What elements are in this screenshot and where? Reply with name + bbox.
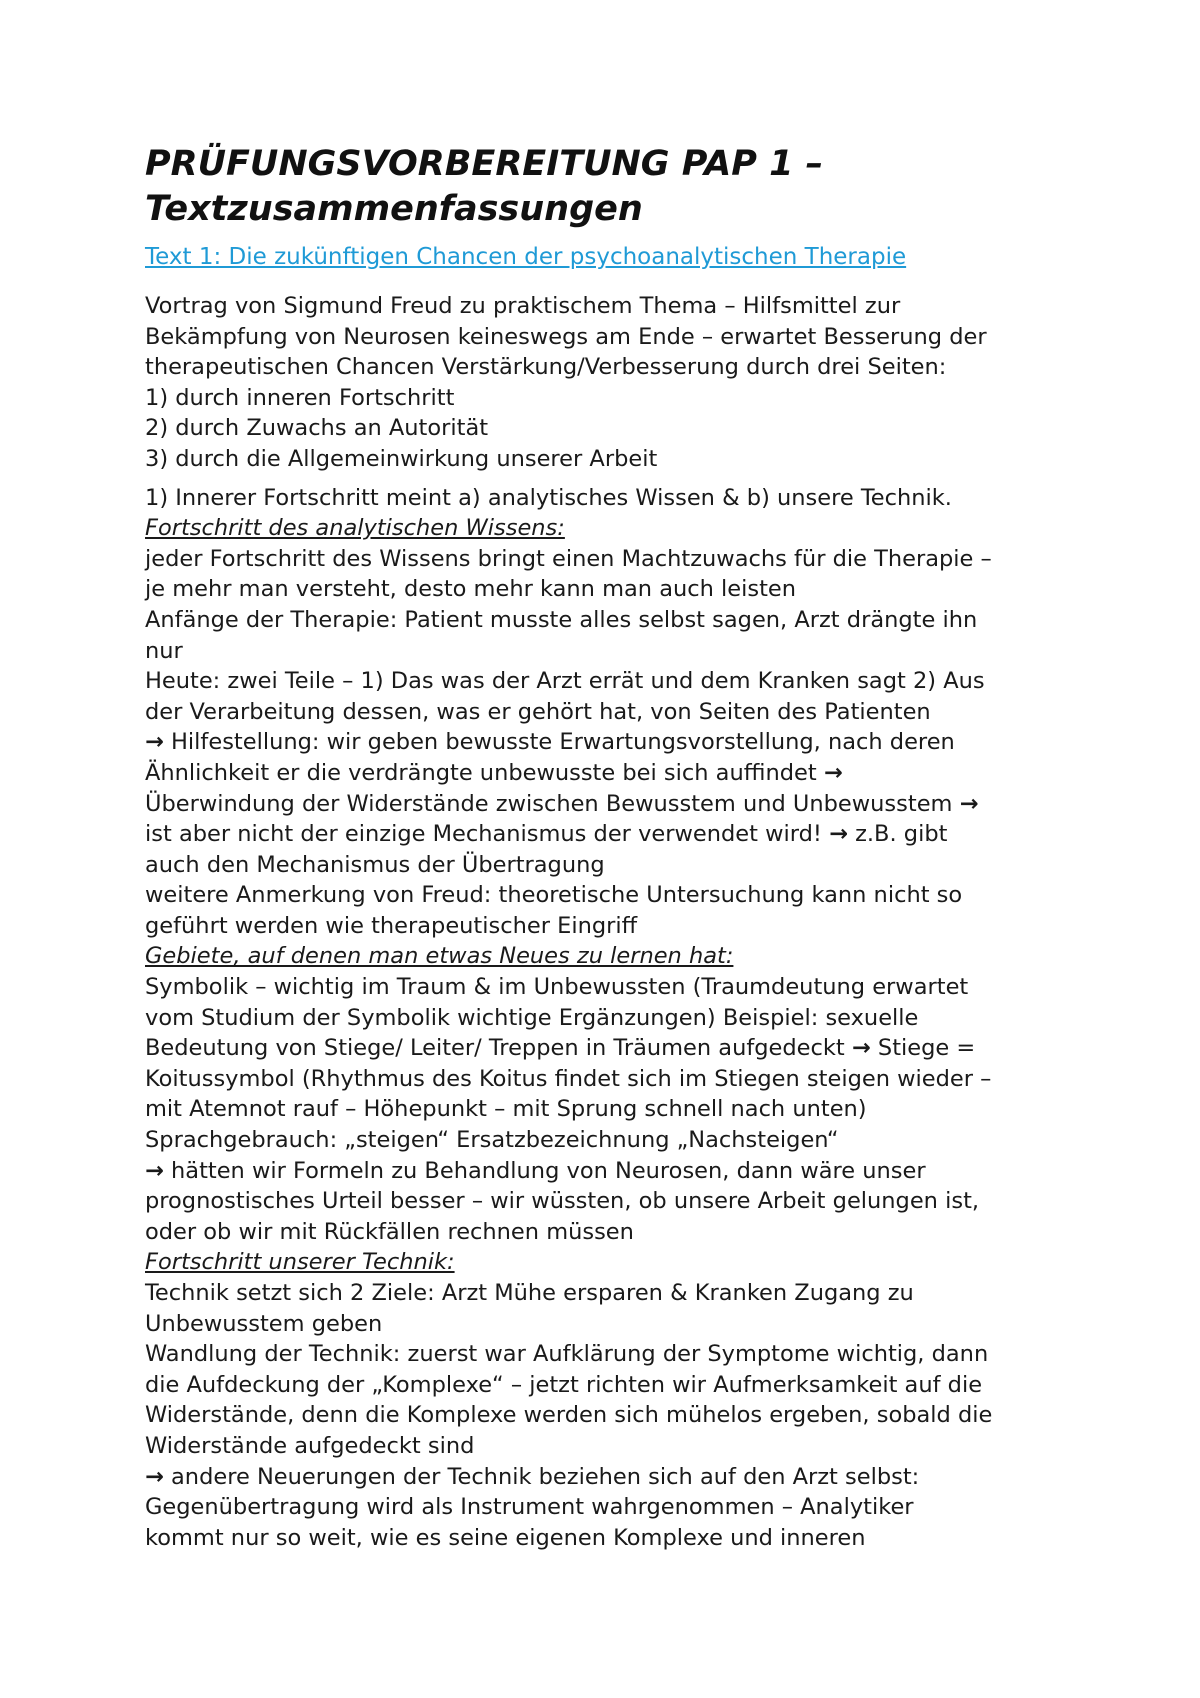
text-line: vom Studium der Symbolik wichtige Ergänzungen) Beispiel: sexuelle [145,1004,919,1031]
list-item: 3) durch die Allgemeinwirkung unserer Arbeit [145,445,658,472]
text-line: Technik setzt sich 2 Ziele: Arzt Mühe ersparen & Kranken Zugang zu [145,1280,914,1306]
subheading-new-areas: Gebiete, auf denen man etwas Neues zu lernen hat: [145,943,734,970]
text-line: Bedeutung von Stiege/ Leiter/ Treppen in Träumen aufgedeckt → Stiege = [145,1035,976,1062]
text-line: Wandlung der Technik: zuerst war Aufklärung der Symptome wichtig, dann [145,1341,989,1368]
text-line: kommt nur so weit, wie es seine eigenen Komplexe und inneren [145,1524,866,1551]
text-line: oder ob wir mit Rückfällen rechnen müssen [145,1218,634,1245]
text-line: Anfänge der Therapie: Patient musste alles selbst sagen, Arzt drängte ihn [145,606,978,633]
subheading-technique: Fortschritt unserer Technik: [145,1249,455,1276]
text-line: Unbewusstem geben [145,1310,383,1337]
list-item: 1) durch inneren Fortschritt [145,384,455,411]
text-line: 1) Innerer Fortschritt meint a) analytisches Wissen & b) unsere Technik. [145,484,952,511]
arrow-right-icon: → [145,1463,164,1490]
text-line: Widerstände, denn die Komplexe werden sich mühelos ergeben, sobald die [145,1402,993,1429]
arrow-right-icon: → [145,729,164,756]
text-line: Widerstände aufgedeckt sind [145,1432,475,1459]
subheading-analytic-knowledge: Fortschritt des analytischen Wissens: [145,515,565,542]
intro-paragraph [145,291,1105,475]
arrow-right-icon: → [959,790,979,817]
text-line: Symbolik – wichtig im Traum & im Unbewussten (Traumdeutung erwartet [145,974,969,1001]
list-item: 2) durch Zuwachs an Autorität [145,415,489,442]
text-line: therapeutischen Chancen Verstärkung/Verbesserung durch drei Seiten: [145,354,947,381]
title-line-2: Textzusammenfassungen [145,189,643,229]
arrow-right-icon: → [829,821,848,848]
text-line: Bekämpfung von Neurosen keineswegs am Ende – erwartet Besserung der [145,323,987,350]
text-line: Gegenübertragung wird als Instrument wahrgenommen – Analytiker [145,1494,914,1521]
arrow-right-icon: → [851,1035,871,1062]
text-line: Sprachgebrauch: „steigen“ Ersatzbezeichnung „Nachsteigen“ [145,1127,839,1154]
text-line: nur [145,637,183,664]
text-line: → Hilfestellung: wir geben bewusste Erwartungsvorstellung, nach deren [145,729,955,756]
text-line: je mehr man versteht, desto mehr kann man auch leisten [145,576,797,603]
text-line: → hätten wir Formeln zu Behandlung von Neurosen, dann wäre unser [145,1157,926,1184]
text-line: → andere Neuerungen der Technik beziehen sich auf den Arzt selbst: [145,1463,920,1490]
text-line: Überwindung der Widerstände zwischen Bewusstem und Unbewusstem → [145,790,979,817]
text-line: weitere Anmerkung von Freud: theoretische Untersuchung kann nicht so [145,882,963,909]
text-line: Vortrag von Sigmund Freud zu praktischem Thema – Hilfsmittel zur [145,293,901,319]
text-line: Ähnlichkeit er die verdrängte unbewusste bei sich auffindet → [145,759,843,786]
text-line: jeder Fortschritt des Wissens bringt einen Machtzuwachs für die Therapie – [145,545,992,572]
text-line: Heute: zwei Teile – 1) Das was der Arzt errät und dem Kranken sagt 2) Aus [145,668,985,695]
text-line: Koitussymbol (Rhythmus des Koitus findet sich im Stiegen steigen wieder – [145,1065,992,1092]
document-title [145,142,1105,232]
title-line-1: PRÜFUNGSVORBEREITUNG PAP 1 – [145,144,824,184]
arrow-right-icon: → [823,759,843,786]
arrow-right-icon: → [145,1157,164,1184]
text-line: der Verarbeitung dessen, was er gehört hat, von Seiten des Patienten [145,698,931,725]
text-line: mit Atemnot rauf – Höhepunkt – mit Sprung schnell nach unten) [145,1096,867,1123]
section-heading-text-1[interactable]: Text 1: Die zukünftigen Chancen der psychoanalytischen Therapie [145,244,907,270]
text-line: die Aufdeckung der „Komplexe“ – jetzt richten wir Aufmerksamkeit auf die [145,1371,983,1398]
body-paragraph [145,483,1105,1554]
document-content [145,142,1105,1553]
text-line: geführt werden wie therapeutischer Eingriff [145,912,638,939]
text-line: prognostisches Urteil besser – wir wüssten, ob unsere Arbeit gelungen ist, [145,1188,980,1215]
text-line: auch den Mechanismus der Übertragung [145,851,605,878]
text-line: ist aber nicht der einzige Mechanismus der verwendet wird! → z.B. gibt [145,821,948,848]
